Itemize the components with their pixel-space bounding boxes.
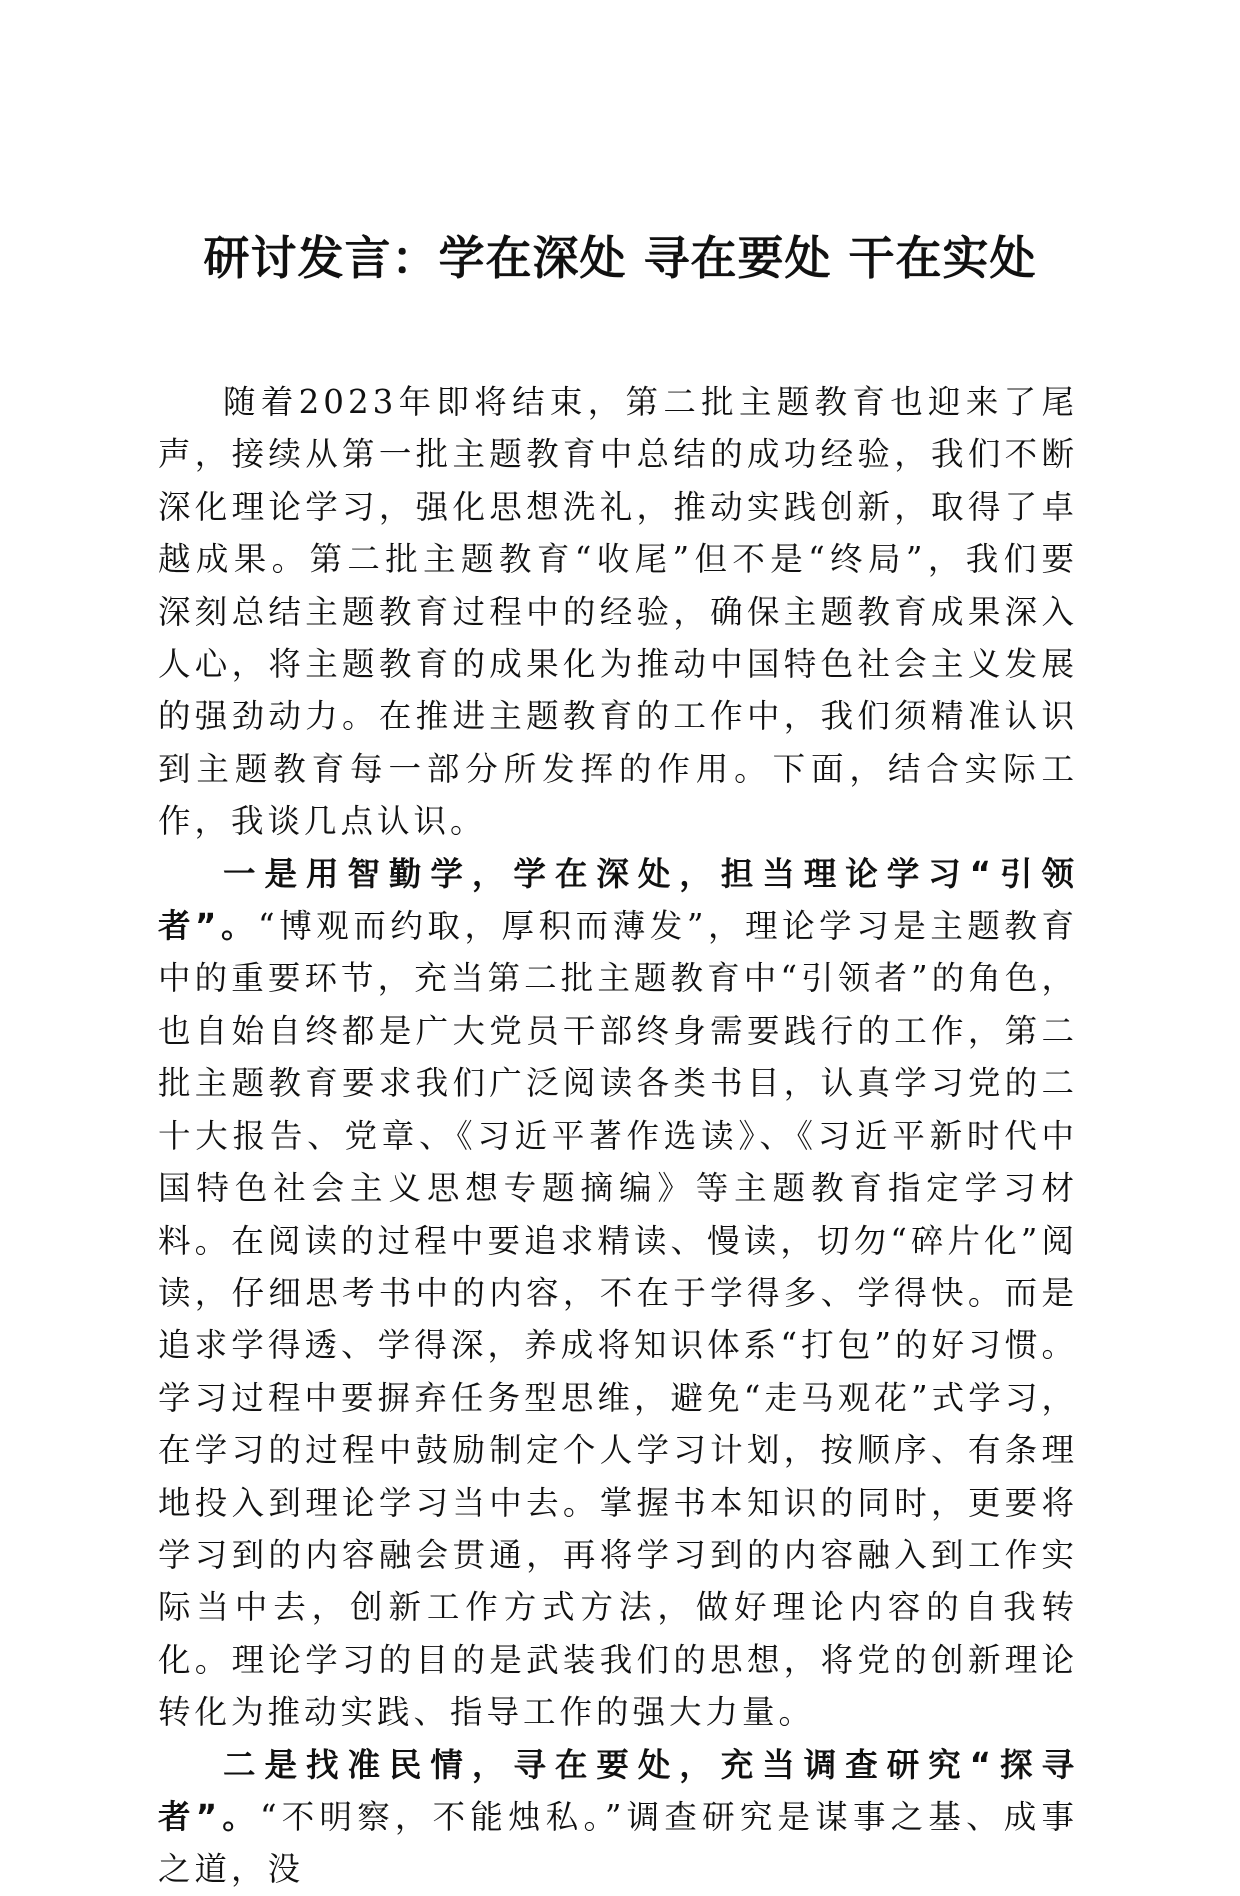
paragraph-intro [158,376,1078,848]
page-title: 研讨发言：学在深处 寻在要处 干在实处 [203,231,1037,285]
paragraph-lead: 一是用智勤学，学在深处，担当理论学习“引领者”。 [158,854,1078,946]
document-body [158,376,1078,1896]
paragraph-text: “不明察，不能烛私。”调查研究是谋事之基、成事之道，没 [158,1797,1078,1889]
paragraph-text: “博观而约取，厚积而薄发”，理论学习是主题教育中的重要环节，充当第二批主题教育中“引领者”的角色，也自始自终都是广大党员干部终身需要践行的工作，第二批主题教育要求我们广泛阅读各类书目，认真学习党的二十大报告、党章、《习近平著作选读》、《习近平新时代中国特色社会主义思想专题摘编》等主题教育指定学习材料。在阅读的过程中要追求精读、慢读，切勿“碎片化”阅读，仔细思考书中的内容，不在于学得多、学得快。而是追求学得透、学得深，养成将知识体系“打包”的好习惯。学习过程中要摒弃任务型思维，避免“走马观花”式学习，在学习的过程中鼓励制定个人学习计划，按顺序、有条理地投入到理论学习当中去。掌握书本知识的同时，更要将学习到的内容融会贯通，再将学习到的内容融入到工作实际当中去，创新工作方式方法，做好理论内容的自我转化。理论学习的目的是武装我们的思想，将党的创新理论转化为推动实践、指导工作的强大力量。 [158,907,1078,1732]
paragraph-text: 随着2023年即将结束，第二批主题教育也迎来了尾声，接续从第一批主题教育中总结的成功经验，我们不断深化理论学习，强化思想洗礼，推动实践创新，取得了卓越成果。第二批主题教育“收尾”但不是“终局”，我们要深刻总结主题教育过程中的经验，确保主题教育成果深入人心，将主题教育的成果化为推动中国特色社会主义发展的强劲动力。在推进主题教育的工作中，我们须精准认识到主题教育每一部分所发挥的作用。下面，结合实际工作，我谈几点认识。 [158,383,1078,841]
paragraph-lead: 二是找准民情，寻在要处，充当调查研究“探寻者”。 [158,1745,1078,1836]
paragraph-point-two [158,1739,1078,1896]
paragraph-point-one [158,848,1078,1739]
